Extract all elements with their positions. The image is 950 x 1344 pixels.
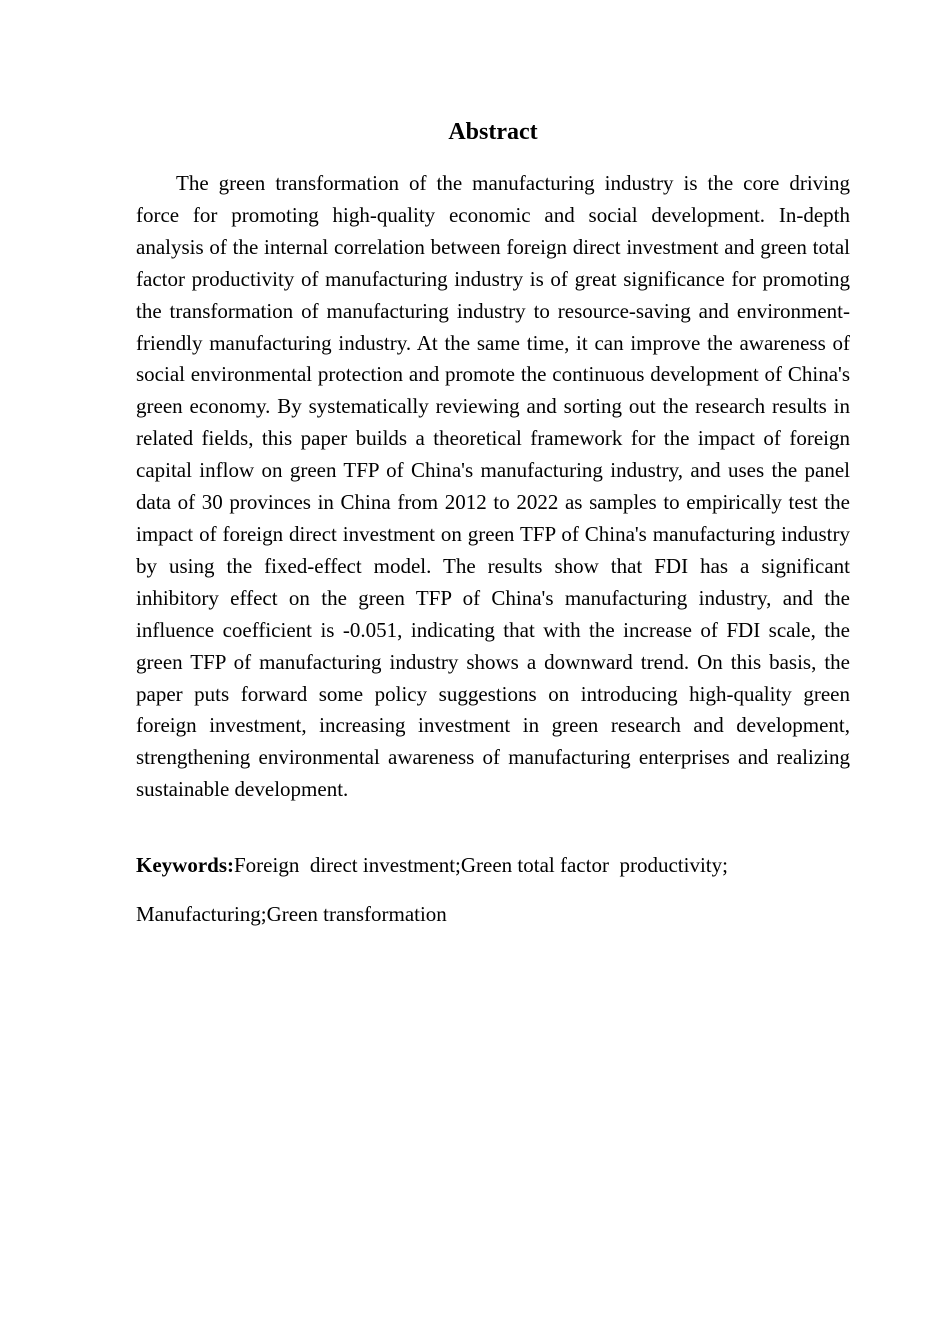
keywords-text: Foreign direct investment;Green total factor productivity; Manufacturing;Green transformation bbox=[136, 853, 734, 927]
keywords-line bbox=[136, 841, 850, 939]
abstract-title: Abstract bbox=[448, 119, 538, 145]
document-page bbox=[136, 112, 850, 939]
keywords-label: Keywords: bbox=[136, 853, 234, 878]
abstract-paragraph: The green transformation of the manufacturing industry is the core driving force for promoting high-quality economic and social development. In-depth analysis of the internal correlation between foreign direct investment and green total factor productivity of manufacturing industry is of great significance for promoting the transformation of manufacturing industry to resource-saving and environment-friendly manufacturing industry. At the same time, it can improve the awareness of social environmental protection and promote the continuous development of China's green economy. By systematically reviewing and sorting out the research results in related fields, this paper builds a theoretical framework for the impact of foreign capital inflow on green TFP of China's manufacturing industry, and uses the panel data of 30 provinces in China from 2012 to 2022 as samples to empirically test the impact of foreign direct investment on green TFP of China's manufacturing industry by using the fixed-effect model. The results show that FDI has a significant inhibitory effect on the green TFP of China's manufacturing industry, and the influence coefficient is -0.051, indicating that with the increase of FDI scale, the green TFP of manufacturing industry shows a downward trend. On this basis, the paper puts forward some policy suggestions on introducing high-quality green foreign investment, increasing investment in green research and development, strengthening environmental awareness of manufacturing enterprises and realizing sustainable development. bbox=[136, 171, 850, 802]
